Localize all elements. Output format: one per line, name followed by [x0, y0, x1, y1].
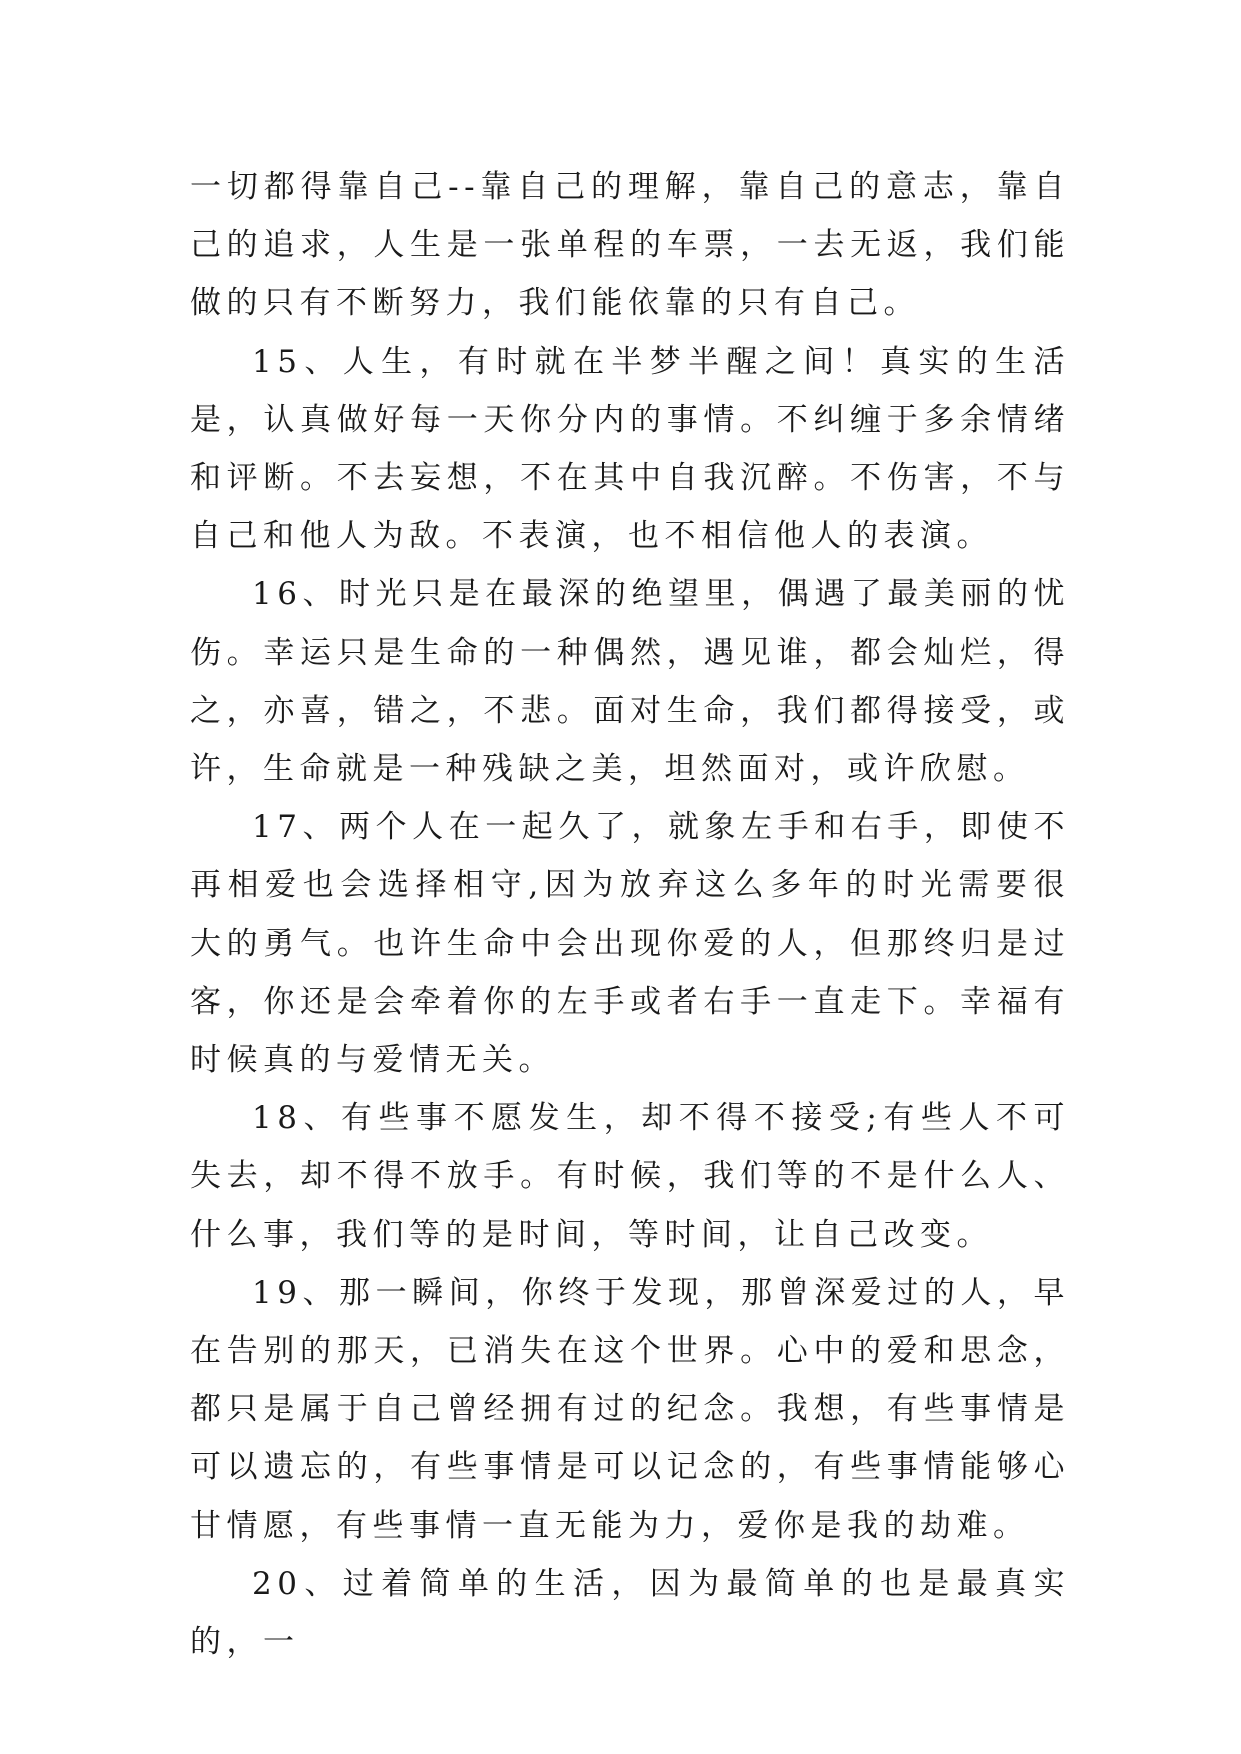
paragraph-17: 17、两个人在一起久了，就象左手和右手，即使不再相爱也会选择相守,因为放弃这么多年的时光需要很大的勇气。也许生命中会出现你爱的人，但那终归是过客，你还是会牵着你的左手或者右手一直走下。幸福有时候真的与爱情无关。	[190, 809, 1070, 1079]
paragraph-16: 16、时光只是在最深的绝望里，偶遇了最美丽的忧伤。幸运只是生命的一种偶然，遇见谁，都会灿烂，得之，亦喜，错之，不悲。面对生命，我们都得接受，或许，生命就是一种残缺之美，坦然面对，或许欣慰。	[190, 576, 1070, 788]
paragraph-20: 20、过着简单的生活，因为最简单的也是最真实的，一	[190, 1565, 1070, 1661]
body-text	[190, 158, 1070, 1671]
paragraph-continued: 一切都得靠自己--靠自己的理解，靠自己的意志，靠自己的追求，人生是一张单程的车票，一去无返，我们能做的只有不断努力，我们能依靠的只有自己。	[190, 169, 1070, 322]
paragraph-19: 19、那一瞬间，你终于发现，那曾深爱过的人，早在告别的那天，已消失在这个世界。心中的爱和思念，都只是属于自己曾经拥有过的纪念。我想，有些事情是可以遗忘的，有些事情是可以记念的，有些事情能够心甘情愿，有些事情一直无能为力，爱你是我的劫难。	[190, 1274, 1070, 1544]
paragraph-18: 18、有些事不愿发生，却不得不接受;有些人不可失去，却不得不放手。有时候，我们等的不是什么人、什么事，我们等的是时间，等时间，让自己改变。	[190, 1100, 1070, 1253]
paragraph-15: 15、人生，有时就在半梦半醒之间！真实的生活是，认真做好每一天你分内的事情。不纠缠于多余情绪和评断。不去妄想，不在其中自我沉醉。不伤害，不与自己和他人为敌。不表演，也不相信他人的表演。	[190, 343, 1070, 555]
